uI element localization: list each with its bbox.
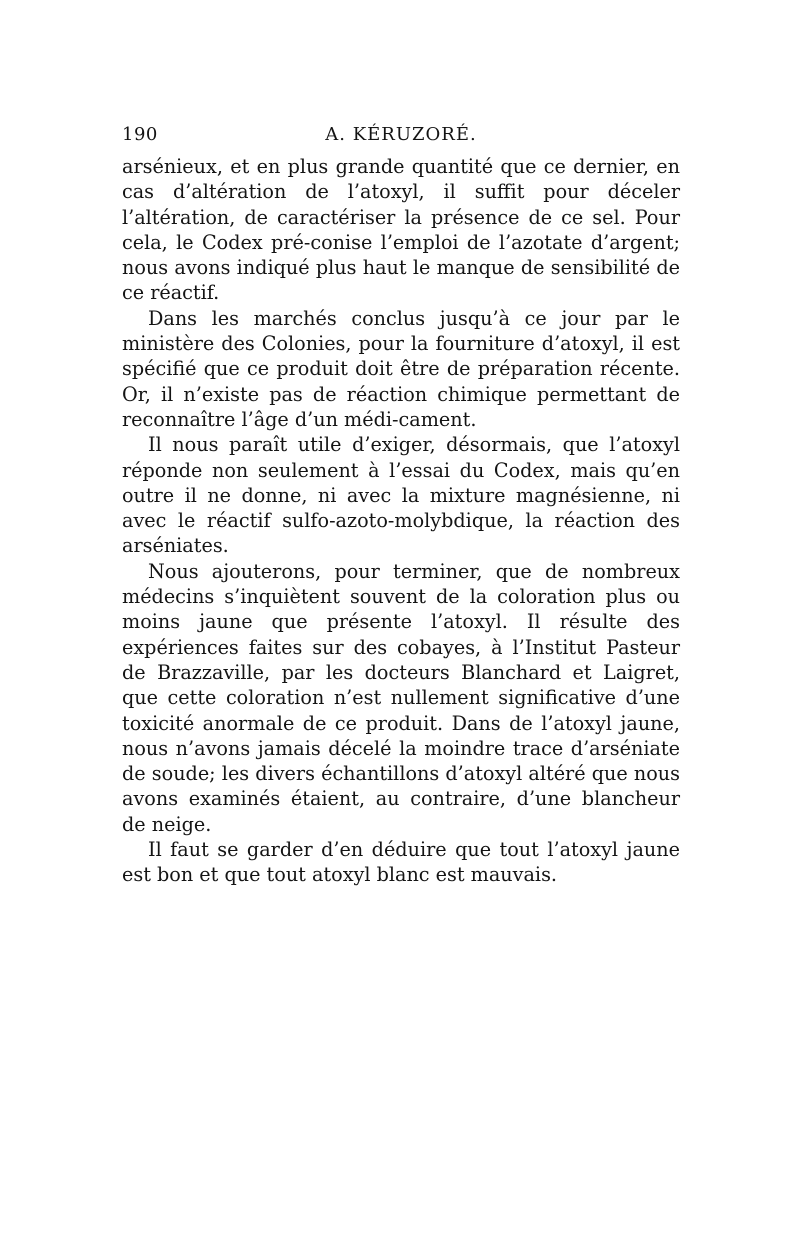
running-header	[122, 124, 680, 150]
paragraph-colonies-contracts: Dans les marchés conclus jusqu’à ce jour par le ministère des Colonies, pour la fourniture d’atoxyl, il est spécifié que ce produit doit être de préparation récente. Or, il n’existe pas de réaction chimique permettant de reconnaître l’âge d’un médi-cament.	[122, 306, 680, 431]
paragraph-continued: arsénieux, et en plus grande quantité que ce dernier, en cas d’altération de l’atoxyl, il suffit pour déceler l’altération, de caractériser la présence de ce sel. Pour cela, le Codex pré-conise l’emploi de l’azotate d’argent; nous avons indiqué plus haut le manque de sensibilité de ce réactif.	[122, 155, 680, 305]
running-title: A. KÉRUZORÉ.	[325, 124, 477, 145]
page-number: 190	[122, 124, 158, 145]
paragraph-codex-requirement: Il nous paraît utile d’exiger, désormais, que l’atoxyl réponde non seulement à l’essai du Codex, mais qu’en outre il ne donne, ni avec la mixture magnésienne, ni avec le réactif sulfo-azoto-molybdique, la réaction des arséniates.	[122, 433, 680, 558]
paragraph-coloration: Nous ajouterons, pour terminer, que de nombreux médecins s’inquiètent souvent de la coloration plus ou moins jaune que présente l’atoxyl. Il résulte des expériences faites sur des cobayes, à l’Institut Pasteur de Brazzaville, par les docteurs Blanchard et Laigret, que cette coloration n’est nullement significative d’une toxicité anormale de ce produit. Dans de l’atoxyl jaune, nous n’avons jamais décelé la moindre trace d’arséniate de soude; les divers échantillons d’atoxyl altéré que nous avons examinés étaient, au contraire, d’une blancheur de neige.	[122, 559, 680, 836]
paragraph-conclusion: Il faut se garder d’en déduire que tout l’atoxyl jaune est bon et que tout atoxyl blanc est mauvais.	[122, 838, 680, 887]
body-text	[122, 154, 680, 888]
